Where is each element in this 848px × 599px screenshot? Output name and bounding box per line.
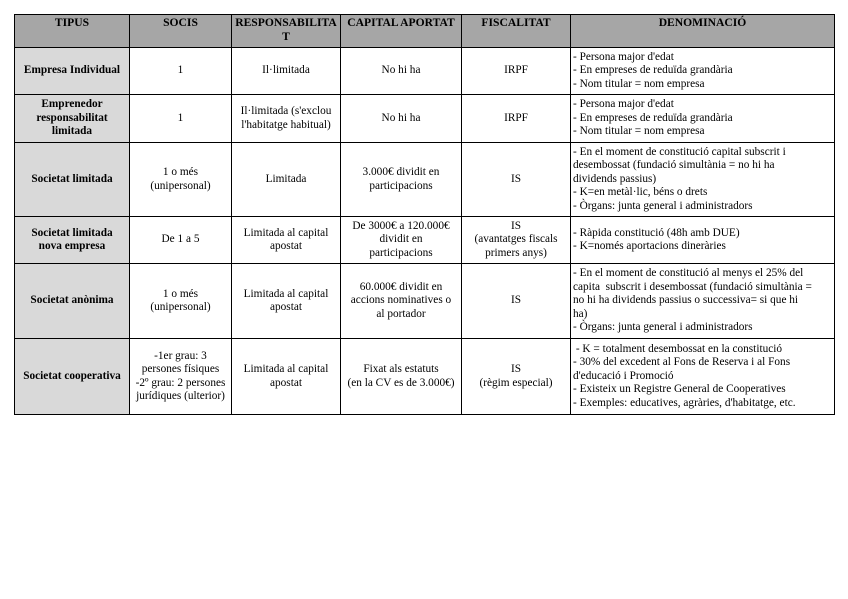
company-types-table <box>14 14 835 415</box>
cell-line: dividends passius) <box>573 172 657 185</box>
table-row <box>15 339 835 415</box>
cell-line: -1er grau: 3 <box>154 349 207 362</box>
cell-line: desembossat (fundació simultània = no hi ha <box>573 159 775 172</box>
cell-line: - K=només aportacions dineràries <box>573 240 726 252</box>
table-row <box>15 95 835 143</box>
cell-line: apostat <box>270 301 302 313</box>
cell-line: dividit en <box>379 233 423 246</box>
cell-line: participacions <box>369 246 433 259</box>
cell-responsabilitat <box>232 95 341 143</box>
cell-line: IS <box>510 363 522 375</box>
cell-line: - 30% del excedent al Fons de Reserva i al Fons <box>573 356 791 369</box>
cell-fiscalitat <box>462 264 571 339</box>
header-tipus: TIPUS <box>15 15 130 48</box>
cell-line: primers anys) <box>485 246 547 259</box>
cell-tipus <box>15 48 130 95</box>
cell-line: 1 o més <box>162 287 199 300</box>
table-row <box>15 143 835 217</box>
cell-socis <box>130 217 232 264</box>
cell-line: IS <box>510 172 522 185</box>
cell-responsabilitat <box>232 143 341 217</box>
cell-line: Limitada al capital <box>243 287 329 300</box>
table-row <box>15 264 835 339</box>
cell-tipus <box>15 143 130 217</box>
cell-line: Societat cooperativa <box>23 369 121 382</box>
header-responsabilitat: RESPONSABILITAT <box>232 15 341 48</box>
cell-responsabilitat <box>232 339 341 415</box>
cell-line: d'educació i Promoció <box>573 369 674 382</box>
cell-line: - Existeix un Registre General de Cooperatives <box>573 383 786 396</box>
header-capital-aportat: CAPITAL APORTAT <box>341 15 462 48</box>
header-socis: SOCIS <box>130 15 232 48</box>
cell-fiscalitat <box>462 143 571 217</box>
header-fiscalitat: FISCALITAT <box>462 15 571 48</box>
cell-socis <box>130 48 232 95</box>
cell-line: persones físiques <box>141 363 220 375</box>
header-denominacio: DENOMINACIÓ <box>571 15 835 48</box>
cell-line: (règim especial) <box>479 376 553 389</box>
cell-denominacio <box>571 217 835 264</box>
cell-capital <box>341 95 462 143</box>
cell-line: participacions <box>369 179 433 192</box>
cell-fiscalitat <box>462 95 571 143</box>
cell-line: - Òrgans: junta general i administradors <box>573 321 753 334</box>
cell-line: Limitada al capital <box>243 363 329 375</box>
cell-line: Il·limitada (s'exclou <box>240 105 332 117</box>
cell-denominacio <box>571 95 835 143</box>
cell-responsabilitat <box>232 217 341 264</box>
cell-fiscalitat <box>462 217 571 264</box>
cell-capital <box>341 264 462 339</box>
cell-line: Limitada al capital <box>243 226 329 239</box>
cell-line: IS <box>510 294 522 307</box>
cell-denominacio <box>571 264 835 339</box>
cell-line: - Exemples: educatives, agràries, d'habitatge, etc. <box>573 396 796 409</box>
cell-line: (en la CV es de 3.000€) <box>347 376 455 389</box>
cell-line: responsabilitat <box>36 111 108 124</box>
cell-responsabilitat <box>232 264 341 339</box>
cell-line: Societat limitada <box>31 226 113 239</box>
cell-line: l'habitatge habitual) <box>241 118 331 131</box>
cell-line: - En el moment de constitució al menys el 25% del <box>573 267 804 280</box>
cell-line: nova empresa <box>38 240 106 252</box>
cell-line: al portador <box>376 307 426 320</box>
cell-line: no hi ha dividends passius o successiva= si que hi <box>573 294 799 307</box>
cell-line: Fixat als estatuts <box>363 363 439 375</box>
cell-line: 1 <box>177 111 184 124</box>
cell-socis <box>130 339 232 415</box>
cell-capital <box>341 143 462 217</box>
cell-line: Emprenedor <box>41 98 103 111</box>
header-row <box>15 15 835 48</box>
table-row <box>15 217 835 264</box>
cell-line: - En empreses de reduïda grandària <box>573 64 733 77</box>
cell-line: apostat <box>270 376 302 389</box>
cell-line: - Òrgans: junta general i administradors <box>573 199 753 212</box>
cell-line: 3.000€ dividit en <box>362 166 440 178</box>
cell-responsabilitat <box>232 48 341 95</box>
cell-line: capita subscrit i desembossat (fundació simultània = <box>573 280 812 293</box>
cell-line: IRPF <box>504 64 528 77</box>
cell-capital <box>341 217 462 264</box>
cell-line: -2º grau: 2 persones <box>135 376 226 389</box>
cell-line: Empresa Individual <box>23 64 121 77</box>
cell-line: IS <box>510 219 522 232</box>
table-row <box>15 48 835 95</box>
cell-line: Limitada <box>265 172 307 185</box>
cell-line: limitada <box>51 125 93 138</box>
cell-line: No hi ha <box>381 64 421 77</box>
cell-capital <box>341 339 462 415</box>
cell-line: De 3000€ a 120.000€ <box>352 219 450 232</box>
cell-line: No hi ha <box>381 111 421 124</box>
cell-denominacio <box>571 339 835 415</box>
cell-socis <box>130 95 232 143</box>
cell-fiscalitat <box>462 339 571 415</box>
cell-line: ha) <box>573 307 588 320</box>
cell-line: - Nom titular = nom empresa <box>573 77 705 90</box>
cell-line: apostat <box>270 240 302 252</box>
cell-line: - Nom titular = nom empresa <box>573 125 705 138</box>
cell-line: Il·limitada <box>262 64 310 77</box>
cell-line: - K = totalment desembossat en la constitució <box>573 342 783 355</box>
cell-line: - K=en metàl·lic, béns o drets <box>573 186 708 199</box>
cell-tipus <box>15 339 130 415</box>
cell-line: 60.000€ dividit en <box>359 280 443 293</box>
cell-line: Societat limitada <box>31 172 113 185</box>
cell-line: - En el moment de constitució capital subscrit i <box>573 145 786 158</box>
cell-line: IRPF <box>504 111 528 124</box>
cell-line: (unipersonal) <box>150 301 211 313</box>
cell-line: 1 <box>177 64 184 77</box>
cell-denominacio <box>571 48 835 95</box>
cell-line: - Ràpida constitució (48h amb DUE) <box>573 226 740 239</box>
cell-denominacio <box>571 143 835 217</box>
cell-line: accions nominatives o <box>350 294 452 307</box>
cell-line: De 1 a 5 <box>161 233 200 246</box>
cell-line: 1 o més <box>162 166 199 178</box>
cell-tipus <box>15 95 130 143</box>
cell-line: Societat anònima <box>30 294 114 307</box>
cell-socis <box>130 264 232 339</box>
cell-line: (avantatges fiscals <box>474 233 558 246</box>
cell-fiscalitat <box>462 48 571 95</box>
cell-line: - En empreses de reduïda grandària <box>573 111 733 124</box>
cell-socis <box>130 143 232 217</box>
cell-capital <box>341 48 462 95</box>
cell-line: - Persona major d'edat <box>573 50 674 63</box>
cell-line: - Persona major d'edat <box>573 98 674 111</box>
cell-tipus <box>15 264 130 339</box>
cell-line: jurídiques (ulterior) <box>136 390 225 402</box>
cell-line: (unipersonal) <box>150 179 211 192</box>
cell-tipus <box>15 217 130 264</box>
table-body <box>15 48 835 415</box>
